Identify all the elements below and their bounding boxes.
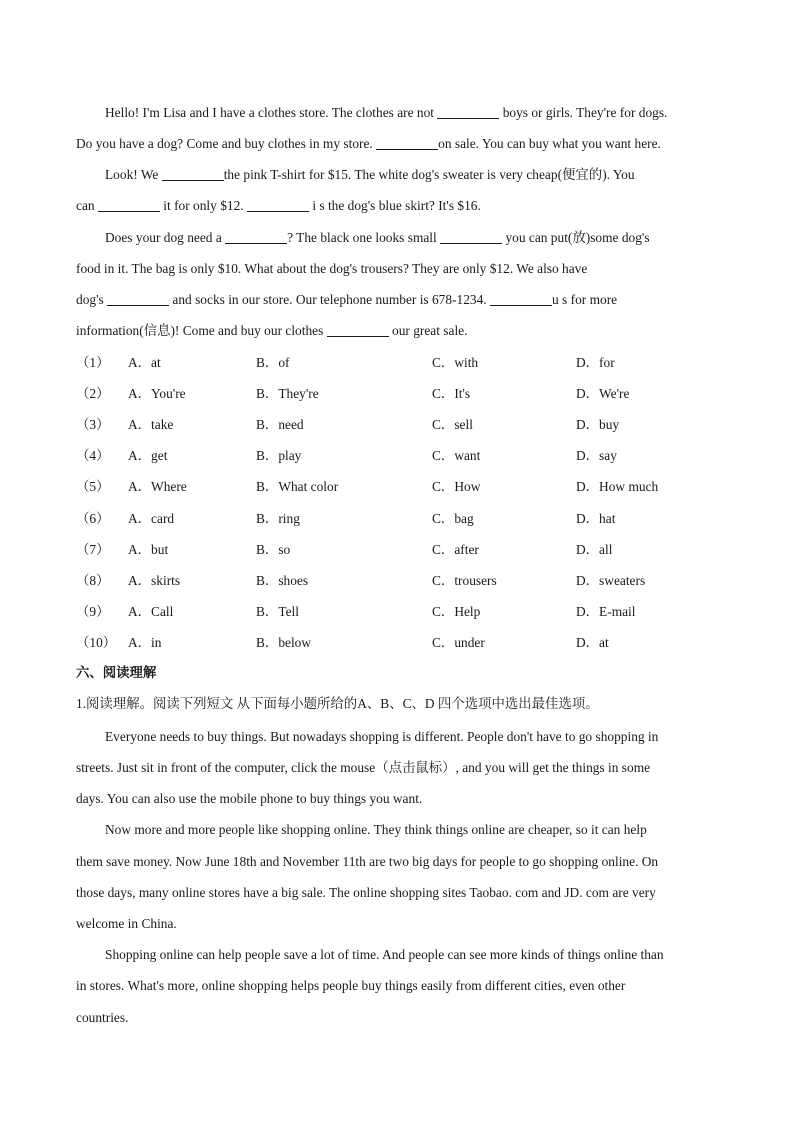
option-b[interactable]: B．They're — [256, 386, 319, 401]
reading-line-5: them save money. Now June 18th and November 11th are two big days for people to go shopping online. On — [76, 854, 659, 869]
option-a[interactable]: A．at — [128, 355, 161, 370]
text: i s the dog's blue skirt? It's $16. — [308, 198, 481, 213]
question-number: （1） — [76, 355, 110, 370]
text: ? The black one looks small — [287, 230, 441, 245]
option-row-9 — [76, 596, 726, 627]
text: Do you have a dog? Come and buy clothes in my store. — [76, 136, 377, 151]
cloze-line-4 — [76, 190, 724, 221]
option-row-3 — [76, 409, 726, 440]
answer-blank-9[interactable] — [490, 291, 552, 306]
option-c[interactable]: C．Help — [432, 604, 481, 619]
answer-blank-6[interactable] — [225, 229, 287, 244]
reading-line-4: Now more and more people like shopping online. They think things online are cheaper, so it can help — [105, 822, 647, 837]
option-d[interactable]: D．E-mail — [576, 604, 636, 619]
cloze-line-3 — [76, 159, 724, 190]
option-row-4 — [76, 440, 726, 471]
option-c[interactable]: C．want — [432, 448, 481, 463]
reading-line-1: Everyone needs to buy things. But nowadays shopping is different. People don't have to go shopping in — [105, 729, 659, 744]
option-a[interactable]: A．Where — [128, 479, 187, 494]
question-number: （7） — [76, 542, 110, 557]
option-b[interactable]: B．of — [256, 355, 290, 370]
text: our great sale. — [388, 323, 468, 338]
option-b[interactable]: B．play — [256, 448, 302, 463]
reading-line-9: in stores. What's more, online shopping helps people buy things easily from different cities, even other — [76, 978, 626, 993]
reading-line-3: days. You can also use the mobile phone to buy things you want. — [76, 791, 423, 806]
option-a[interactable]: A．take — [128, 417, 174, 432]
option-d[interactable]: D．say — [576, 448, 617, 463]
section-title: 六、阅读理解 — [76, 666, 157, 681]
text: can — [76, 198, 98, 213]
text: the pink T-shirt for $15. The white dog's sweater is very cheap(便宜的). You — [223, 167, 635, 182]
option-b[interactable]: B．ring — [256, 511, 300, 526]
option-c[interactable]: C．sell — [432, 417, 473, 432]
option-a[interactable]: A．in — [128, 635, 162, 650]
option-row-8 — [76, 565, 726, 596]
option-row-1 — [76, 347, 726, 378]
cloze-line-2 — [76, 128, 724, 159]
answer-blank-2[interactable] — [376, 135, 438, 150]
question-number: （9） — [76, 604, 110, 619]
option-b[interactable]: B．so — [256, 542, 291, 557]
option-c[interactable]: C．bag — [432, 511, 474, 526]
option-d[interactable]: D．We're — [576, 386, 630, 401]
option-a[interactable]: A．get — [128, 448, 168, 463]
option-c[interactable]: C．How — [432, 479, 481, 494]
question-number: （3） — [76, 417, 110, 432]
option-row-5 — [76, 471, 726, 502]
option-d[interactable]: D．How much — [576, 479, 659, 494]
question-number: （2） — [76, 386, 110, 401]
option-b[interactable]: B．below — [256, 635, 312, 650]
question-instruction: 1.阅读理解。阅读下列短文 从下面每小题所给的A、B、C、D 四个选项中选出最佳选项。 — [76, 696, 599, 711]
text: boys or girls. They're for dogs. — [499, 105, 668, 120]
answer-blank-4[interactable] — [98, 197, 160, 212]
reading-line-7: welcome in China. — [76, 916, 177, 931]
answer-blank-7[interactable] — [440, 229, 502, 244]
text: you can put(放)some dog's — [502, 230, 650, 245]
option-d[interactable]: D．at — [576, 635, 609, 650]
option-a[interactable]: A．but — [128, 542, 169, 557]
text: Hello! I'm Lisa and I have a clothes store. The clothes are not — [105, 105, 438, 120]
question-number: （6） — [76, 511, 110, 526]
reading-line-8: Shopping online can help people save a lot of time. And people can see more kinds of things online than — [105, 947, 664, 962]
text: and socks in our store. Our telephone number is 678-1234. — [169, 292, 491, 307]
option-row-6 — [76, 503, 726, 534]
text: information(信息)! Come and buy our clothes — [76, 323, 327, 338]
reading-line-10: countries. — [76, 1010, 129, 1025]
answer-blank-5[interactable] — [247, 197, 309, 212]
answer-blank-1[interactable] — [437, 104, 499, 119]
option-d[interactable]: D．for — [576, 355, 615, 370]
text: it for only $12. — [159, 198, 247, 213]
cloze-line-5 — [76, 222, 724, 253]
question-number: （4） — [76, 448, 110, 463]
text: on sale. You can buy what you want here. — [438, 136, 661, 151]
option-c[interactable]: C．It's — [432, 386, 471, 401]
cloze-line-7 — [76, 284, 724, 315]
option-a[interactable]: A．card — [128, 511, 175, 526]
question-number: （10） — [76, 635, 117, 650]
text: Look! We — [105, 167, 162, 182]
text: food in it. The bag is only $10. What about the dog's trousers? They are only $12. We also have — [76, 261, 588, 276]
option-row-7 — [76, 534, 726, 565]
answer-blank-8[interactable] — [107, 291, 169, 306]
option-d[interactable]: D．all — [576, 542, 613, 557]
text: dog's — [76, 292, 108, 307]
answer-blank-10[interactable] — [327, 322, 389, 337]
option-c[interactable]: C．trousers — [432, 573, 497, 588]
option-b[interactable]: B．What color — [256, 479, 339, 494]
option-b[interactable]: B．shoes — [256, 573, 309, 588]
cloze-line-8 — [76, 315, 724, 346]
text: u s for more — [552, 292, 618, 307]
option-c[interactable]: C．with — [432, 355, 479, 370]
question-number: （5） — [76, 479, 110, 494]
reading-line-6: those days, many online stores have a big sale. The online shopping sites Taobao. com and JD. com are very — [76, 885, 656, 900]
text: Does your dog need a — [105, 230, 226, 245]
reading-line-2: streets. Just sit in front of the computer, click the mouse（点击鼠标）, and you will get the things in some — [76, 760, 651, 775]
option-b[interactable]: B．Tell — [256, 604, 299, 619]
option-row-2 — [76, 378, 726, 409]
option-d[interactable]: D．sweaters — [576, 573, 646, 588]
option-a[interactable]: A．skirts — [128, 573, 181, 588]
option-d[interactable]: D．buy — [576, 417, 620, 432]
question-number: （8） — [76, 573, 110, 588]
option-d[interactable]: D．hat — [576, 511, 616, 526]
cloze-line-1 — [76, 97, 724, 128]
option-b[interactable]: B．need — [256, 417, 304, 432]
option-a[interactable]: A．Call — [128, 604, 174, 619]
cloze-line-6 — [76, 253, 724, 284]
option-a[interactable]: A．You're — [128, 386, 186, 401]
option-c[interactable]: C．under — [432, 635, 485, 650]
option-c[interactable]: C．after — [432, 542, 479, 557]
option-row-10 — [76, 627, 726, 658]
answer-blank-3[interactable] — [162, 166, 224, 181]
